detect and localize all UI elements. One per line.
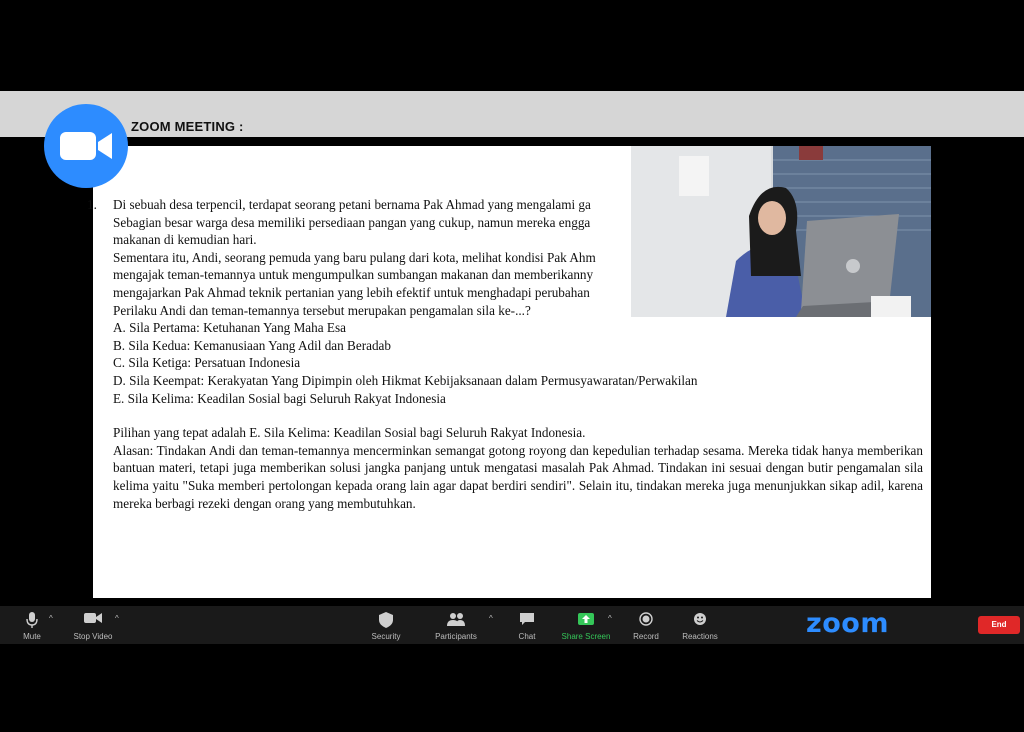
question-line: Di sebuah desa terpencil, terdapat seorang petani bernama Pak Ahmad yang mengalami ga: [113, 197, 591, 212]
record-label: Record: [633, 632, 659, 641]
reactions-label: Reactions: [682, 632, 718, 641]
participants-icon: [446, 612, 466, 626]
question-number: 1.: [87, 197, 97, 212]
participant-video[interactable]: [631, 146, 931, 317]
reason-text: Alasan: Tindakan Andi dan teman-temannya mencerminkan semangat gotong royong dan kepedulian terhadap sesama. Mereka tidak hanya memberikan bantuan materi, tetapi juga memberikan solusi jangka panjang untuk mengatasi masalah Pak Ahmad. Tindakan ini sesuai dengan butir pengamalan sila kelima yaitu "Suka memberi pertolongan kepada orang lain agar dapat berdiri sendiri". Selain itu, tindakan mereka juga menunjukkan sikap adil, karena mereka berbagi rezeki dengan orang yang membutuhkan.: [113, 442, 923, 511]
stop-video-label: Stop Video: [73, 632, 113, 641]
option-a: A. Sila Pertama: Ketuhanan Yang Maha Esa: [113, 320, 346, 336]
security-label: Security: [371, 632, 401, 641]
option-b: B. Sila Kedua: Kemanusiaan Yang Adil dan Beradab: [113, 337, 391, 353]
share-screen-label: Share Screen: [561, 632, 611, 641]
chat-icon: [519, 612, 535, 626]
chat-label: Chat: [518, 632, 536, 641]
participant-video-feed: [631, 146, 931, 317]
end-meeting-button[interactable]: End: [978, 616, 1020, 634]
question-line: Sementara itu, Andi, seorang pemuda yang baru pulang dari kota, melihat kondisi Pak Ahm: [113, 249, 596, 265]
share-screen-icon: [578, 612, 594, 626]
question-line: Sebagian besar warga desa memiliki persediaan pangan yang cukup, namun mereka engga: [113, 214, 591, 230]
microphone-icon: [26, 612, 38, 628]
share-options-caret-icon[interactable]: ^: [608, 614, 612, 623]
video-camera-icon: [84, 612, 102, 624]
question-line: makanan di kemudian hari.: [113, 232, 257, 248]
participants-label: Participants: [435, 632, 477, 641]
video-options-caret-icon[interactable]: ^: [115, 614, 119, 623]
mute-options-caret-icon[interactable]: ^: [49, 614, 53, 623]
option-d: D. Sila Keempat: Kerakyatan Yang Dipimpin oleh Hikmat Kebijaksanaan dalam Permusyawaratan/Perwakilan: [113, 372, 698, 388]
mute-button[interactable]: [0, 612, 67, 641]
participants-button[interactable]: [421, 612, 491, 641]
option-e: E. Sila Kelima: Keadilan Sosial bagi Seluruh Rakyat Indonesia: [113, 390, 446, 406]
zoom-wordmark: zoom: [806, 608, 889, 639]
zoom-logo: [44, 104, 128, 188]
mute-label: Mute: [23, 632, 41, 641]
participants-options-caret-icon[interactable]: ^: [489, 614, 493, 623]
shield-icon: [379, 612, 393, 628]
record-icon: [639, 612, 653, 626]
question-line: mengajarkan Pak Ahmad teknik pertanian yang lebih efektif untuk menghadapi perubahan: [113, 284, 590, 300]
question-line: Perilaku Andi dan teman-temannya tersebut merupakan pengamalan sila ke-...?: [113, 302, 531, 318]
option-c: C. Sila Ketiga: Persatuan Indonesia: [113, 355, 301, 371]
meeting-title: ZOOM MEETING :: [131, 119, 244, 134]
emoji-icon: [693, 612, 707, 626]
reactions-button[interactable]: [665, 612, 735, 641]
security-button[interactable]: [351, 612, 421, 641]
video-camera-icon: [58, 129, 114, 163]
question-line: mengajak teman-temannya untuk mengumpulkan sumbangan makanan dan memberikanny: [113, 267, 594, 283]
answer-text: Pilihan yang tepat adalah E. Sila Kelima: Keadilan Sosial bagi Seluruh Rakyat Indonesia.: [113, 425, 586, 441]
